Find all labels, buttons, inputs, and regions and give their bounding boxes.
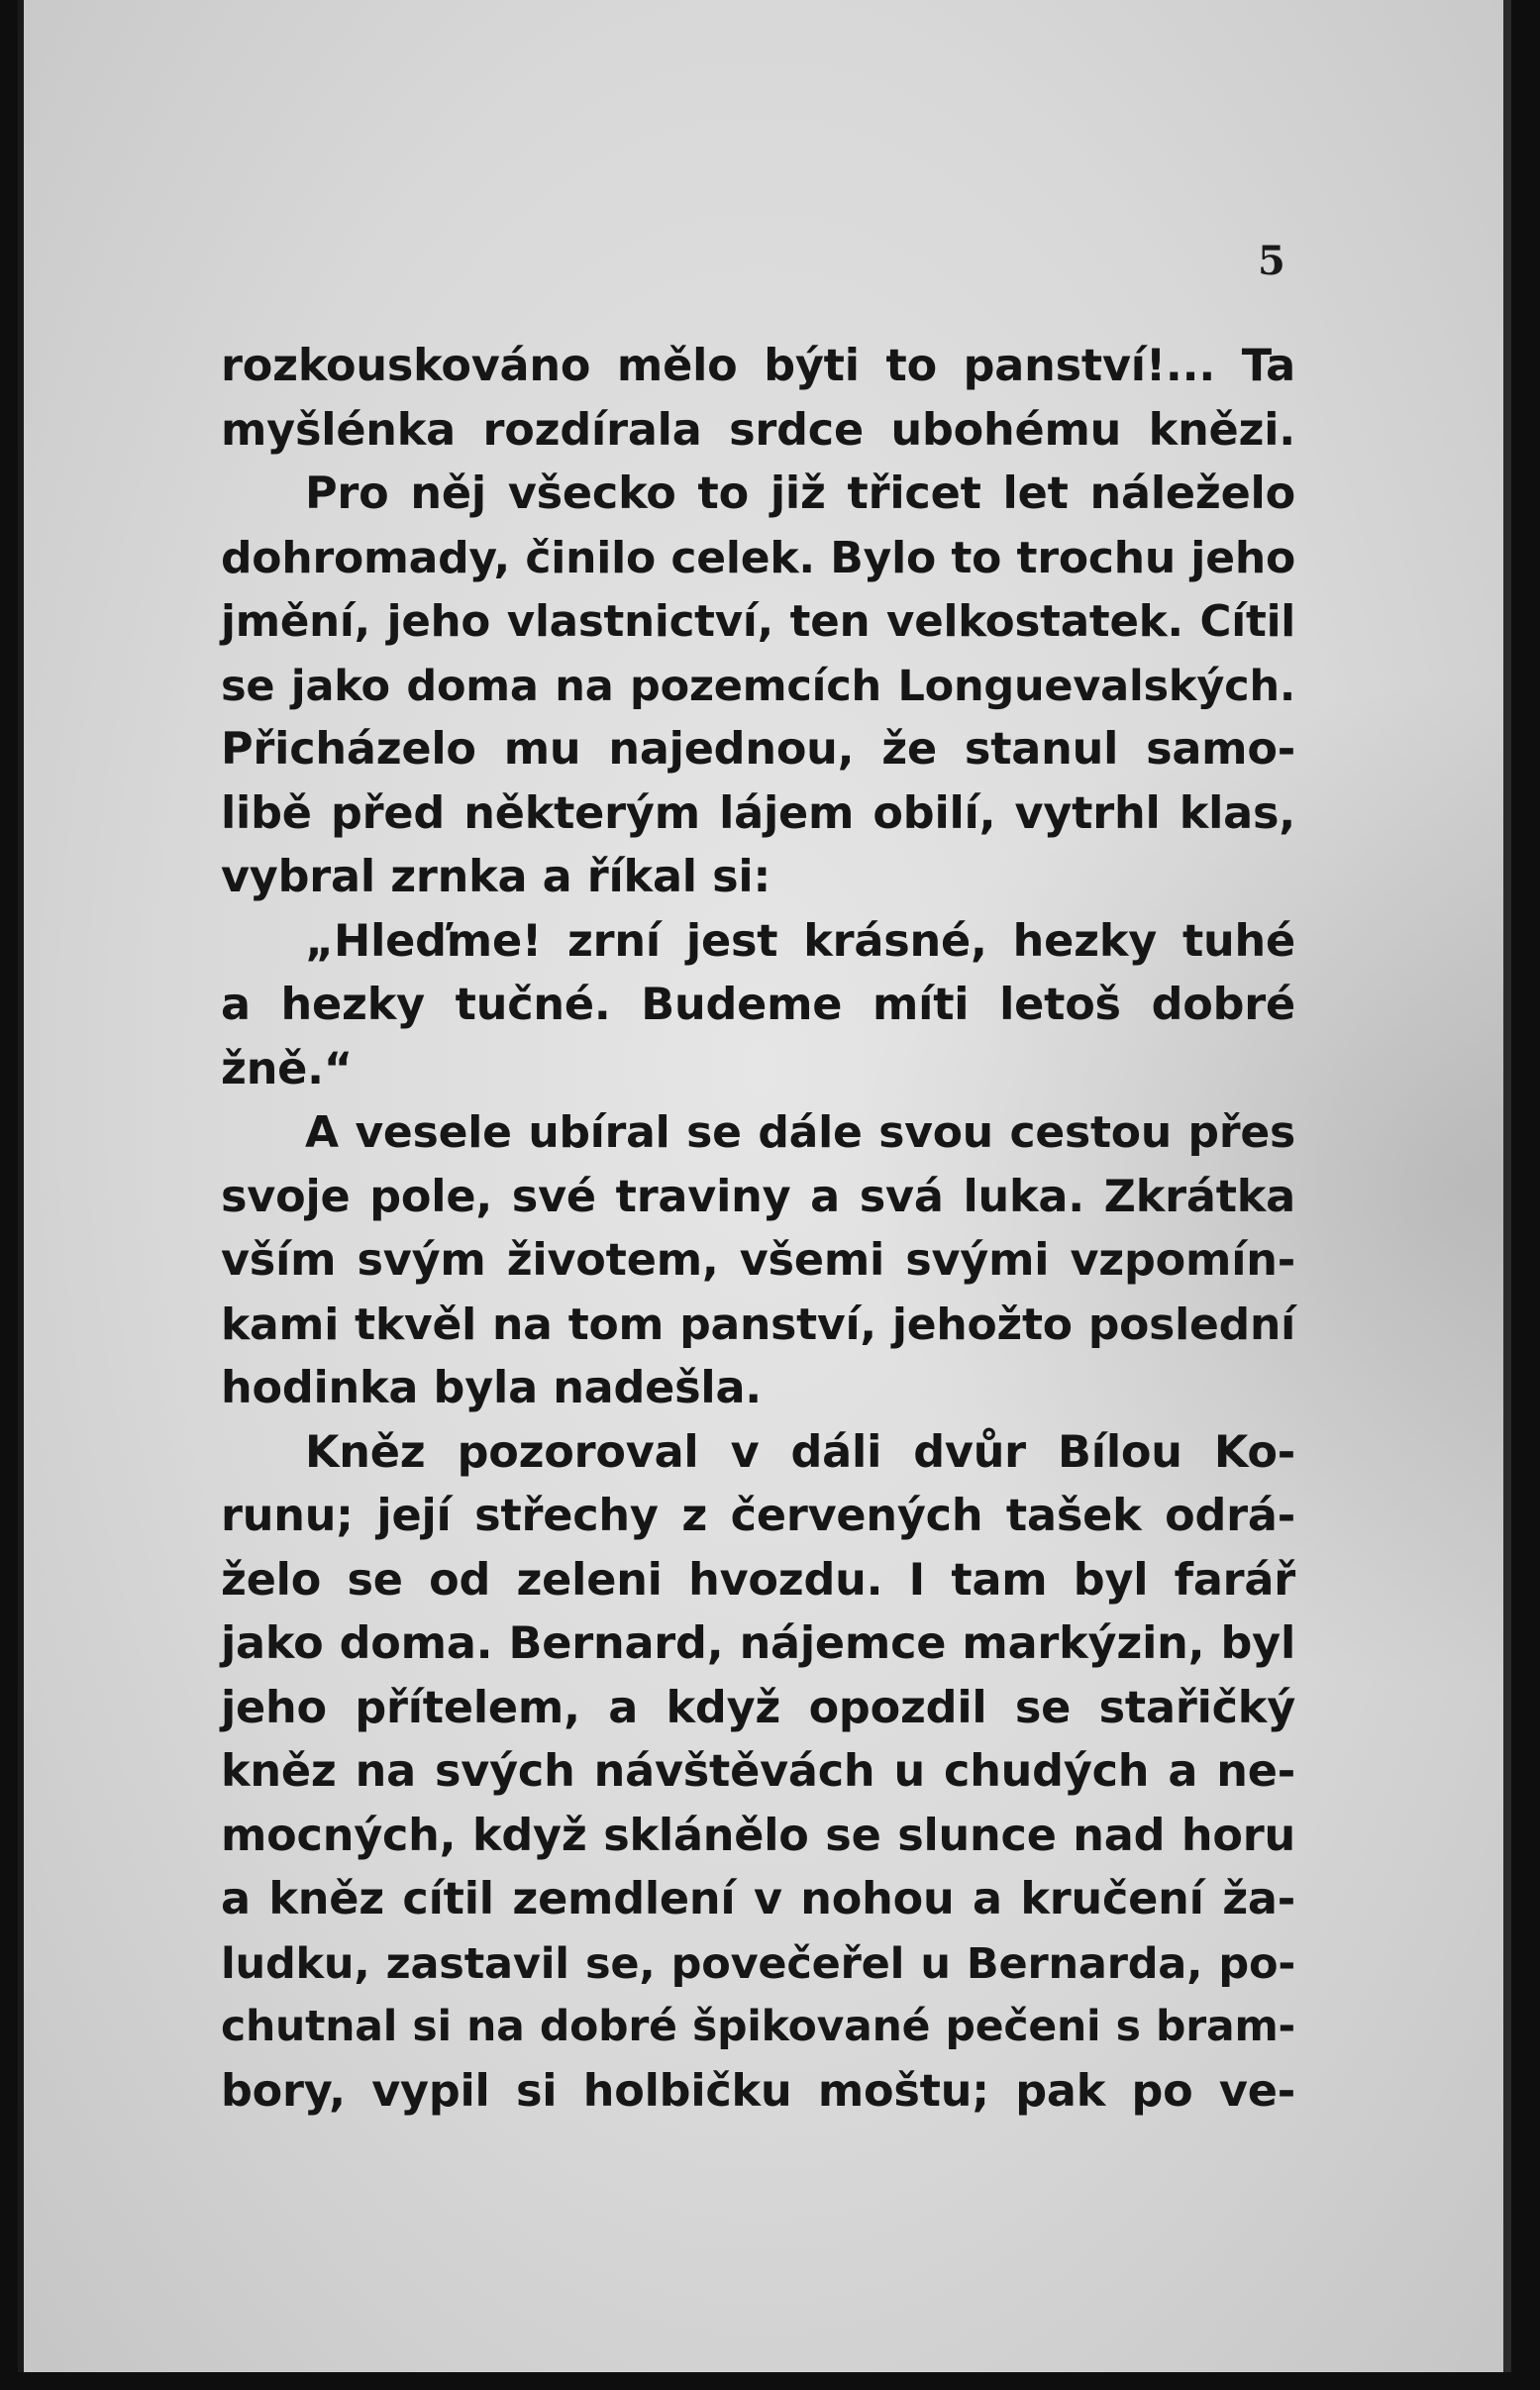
text-line: mocných, když sklánělo se slunce nad horu: [221, 1810, 1295, 1861]
text-line: vybral zrnka a říkal si:: [221, 852, 771, 902]
text-line: rozkouskováno mělo býti to panství!... Ta: [221, 341, 1295, 391]
text-line: želo se od zeleni hvozdu. I tam byl farář: [221, 1554, 1295, 1606]
body-text: [221, 335, 1295, 2124]
text-line: hodinka byla nadešla.: [221, 1363, 763, 1413]
text-line: svoje pole, své traviny a svá luka. Zkrátka: [221, 1171, 1295, 1222]
text-line: chutnal si na dobré špikované pečeni s bram-: [221, 2003, 1295, 2051]
text-line: Přicházelo mu najednou, že stanul samo-: [221, 724, 1295, 775]
text-line: jeho přítelem, a když opozdil se stařičký: [221, 1682, 1295, 1733]
page-number: 5: [1258, 238, 1285, 284]
book-page: [18, 0, 1511, 2372]
text-line: „Hleďme! zrní jest krásné, hezky tuhé: [305, 915, 1295, 967]
text-line: bory, vypil si holbičku moštu; pak po ve-: [221, 2065, 1295, 2117]
text-line: Kněz pozoroval v dáli dvůr Bílou Ko-: [305, 1426, 1295, 1478]
text-line: jako doma. Bernard, nájemce markýzin, byl: [221, 1618, 1295, 1669]
text-line: žně.“: [221, 1043, 353, 1094]
text-line: runu; její střechy z červených tašek odrá-: [221, 1491, 1295, 1541]
text-line: se jako doma na pozemcích Longuevalských.: [221, 661, 1295, 711]
text-line: ludku, zastavil se, povečeřel u Bernarda, po-: [221, 1938, 1295, 1989]
text-line: libě před některým lájem obilí, vytrhl klas,: [221, 787, 1295, 839]
text-line: a hezky tučné. Budeme míti letoš dobré: [221, 980, 1295, 1030]
text-line: a kněz cítil zemdlení v nohou a kručení ža-: [221, 1874, 1295, 1924]
text-line: dohromady, činilo celek. Bylo to trochu jeho: [221, 532, 1295, 583]
text-line: kněz na svých návštěvách u chudých a ne-: [221, 1746, 1295, 1797]
text-line: vším svým životem, všemi svými vzpomín-: [221, 1235, 1295, 1286]
text-line: myšlénka rozdírala srdce ubohému knězi.: [221, 404, 1295, 456]
text-line: kami tkvěl na tom panství, jehožto poslední: [221, 1299, 1295, 1350]
text-line: A vesele ubíral se dále svou cestou přes: [305, 1107, 1295, 1158]
text-line: jmění, jeho vlastnictví, ten velkostatek. Cítil: [221, 597, 1295, 647]
text-line: Pro něj všecko to již třicet let náleželo: [305, 468, 1295, 519]
